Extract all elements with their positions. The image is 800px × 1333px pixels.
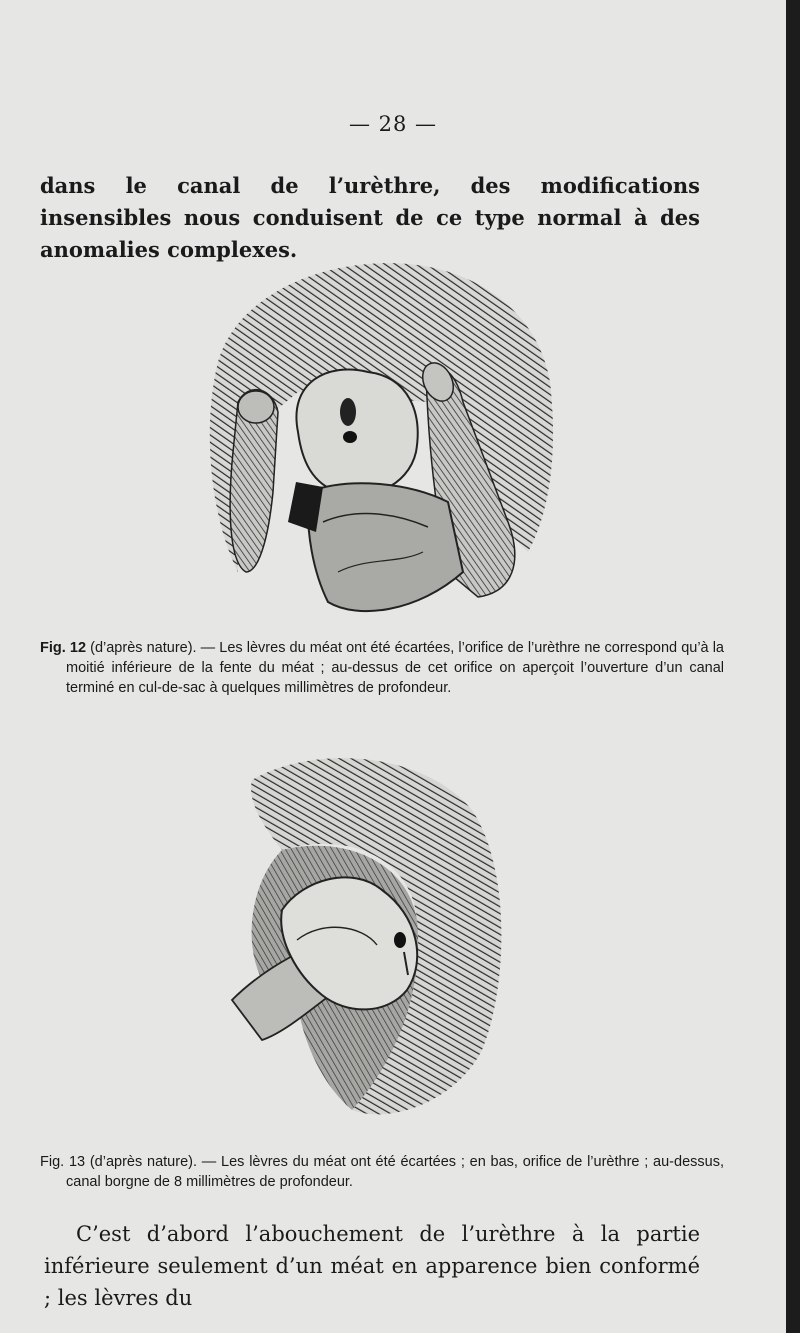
figure-12-engraving (178, 252, 558, 622)
figure-12-illustration (178, 252, 558, 622)
figure-13-illustration (222, 740, 512, 1130)
figure-13-label: Fig. 13 (40, 1154, 86, 1170)
page-number: — 28 — (348, 112, 438, 136)
figure-13-caption (40, 1152, 724, 1192)
figure-12-label: Fig. 12 (40, 640, 87, 656)
paragraph-top: dans le canal de l’urèthre, des modifications insensibles nous conduisent de ce type normal à des anomalies complexes. (40, 173, 700, 262)
paragraph-bottom: C’est d’abord l’abouchement de l’urèthre à la partie inférieure seulement d’un méat en apparence bien conformé ; les lèvres du (44, 1222, 700, 1310)
figure-13-caption-text: (d’après nature). — Les lèvres du méat ont été écartées ; en bas, orifice de l’urèthre ; au-dessus, canal borgne de 8 millimètres de profondeur. (66, 1154, 724, 1190)
figure-12-caption (40, 638, 724, 698)
figure-13-engraving (222, 740, 512, 1130)
figure-12-caption-text: (d’après nature). — Les lèvres du méat ont été écartées, l’orifice de l’urèthre ne correspond qu’à la moitié inférieure de la fente du méat ; au-dessus de cet orifice on aperçoit l’ouverture d’un canal terminé en cul-de-sac à quelques millimètres de profondeur. (66, 640, 724, 696)
